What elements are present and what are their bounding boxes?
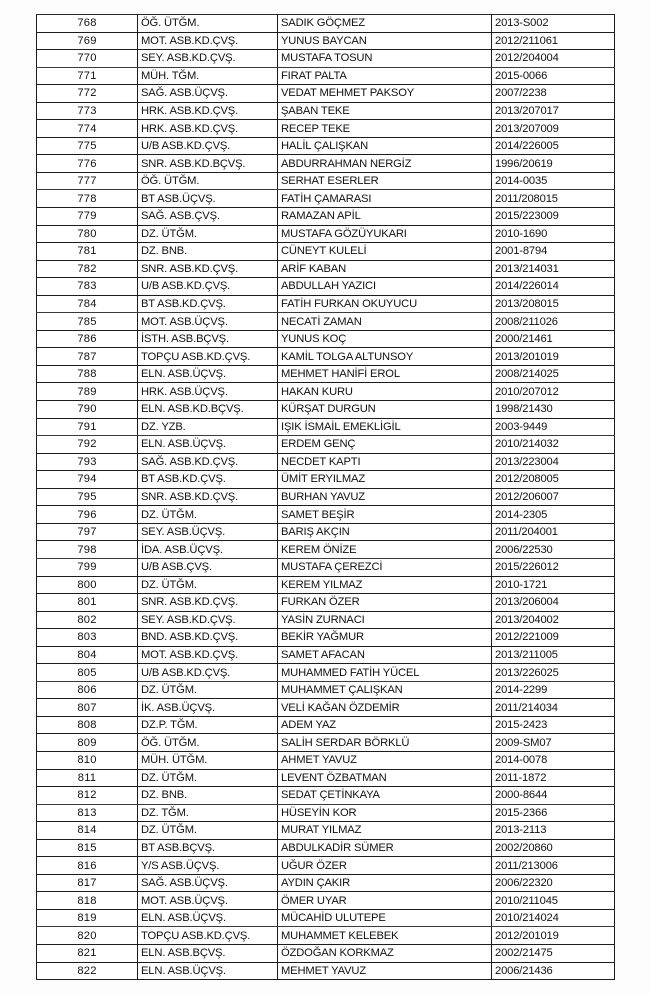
table-row (37, 839, 615, 857)
table-row (37, 295, 615, 313)
cell-name: NECDET KAPTI (278, 453, 492, 471)
cell-no: 768 (37, 15, 138, 33)
cell-reg: 2011/208015 (492, 190, 615, 208)
cell-name: ERDEM GENÇ (278, 436, 492, 454)
cell-reg: 2013/211005 (492, 646, 615, 664)
cell-rank: DZ. ÜTĞM. (138, 822, 278, 840)
cell-no: 791 (37, 418, 138, 436)
cell-name: SEDAT ÇETİNKAYA (278, 787, 492, 805)
personnel-table-container (36, 14, 614, 980)
cell-name: KEREM YILMAZ (278, 576, 492, 594)
table-row (37, 436, 615, 454)
cell-no: 810 (37, 751, 138, 769)
cell-rank: İSTH. ASB.BÇVŞ. (138, 330, 278, 348)
cell-reg: 2013/204002 (492, 611, 615, 629)
table-row (37, 734, 615, 752)
cell-reg: 2014/226014 (492, 278, 615, 296)
table-row (37, 330, 615, 348)
table-row (37, 365, 615, 383)
table-row (37, 208, 615, 226)
cell-reg: 2012/221009 (492, 629, 615, 647)
cell-name: MÜCAHİD ULUTEPE (278, 909, 492, 927)
cell-name: ÖZDOĞAN KORKMAZ (278, 944, 492, 962)
cell-reg: 2015-2423 (492, 716, 615, 734)
cell-rank: ELN. ASB.ÜÇVŞ. (138, 365, 278, 383)
cell-reg: 2014-0035 (492, 172, 615, 190)
cell-no: 801 (37, 594, 138, 612)
table-row (37, 120, 615, 138)
cell-rank: Y/S ASB.ÜÇVŞ. (138, 857, 278, 875)
cell-no: 812 (37, 787, 138, 805)
cell-name: LEVENT ÖZBATMAN (278, 769, 492, 787)
cell-reg: 2013/208015 (492, 295, 615, 313)
cell-reg: 2015/223009 (492, 208, 615, 226)
cell-name: HÜSEYİN KOR (278, 804, 492, 822)
cell-rank: BT ASB.KD.ÇVŞ. (138, 471, 278, 489)
table-row (37, 681, 615, 699)
cell-reg: 2013/214031 (492, 260, 615, 278)
cell-name: BURHAN YAVUZ (278, 488, 492, 506)
cell-name: AYDIN ÇAKIR (278, 874, 492, 892)
table-row (37, 962, 615, 980)
cell-name: KEREM ÖNİZE (278, 541, 492, 559)
cell-rank: İDA. ASB.ÜÇVŞ. (138, 541, 278, 559)
cell-rank: ELN. ASB.ÜÇVŞ. (138, 909, 278, 927)
cell-reg: 2010-1721 (492, 576, 615, 594)
cell-rank: SEY. ASB.KD.ÇVŞ. (138, 611, 278, 629)
cell-no: 784 (37, 295, 138, 313)
cell-reg: 2015-0066 (492, 67, 615, 85)
cell-name: ABDULKADİR SÜMER (278, 839, 492, 857)
cell-rank: DZ. BNB. (138, 787, 278, 805)
cell-name: SALİH SERDAR BÖRKLÜ (278, 734, 492, 752)
cell-name: VELİ KAĞAN ÖZDEMİR (278, 699, 492, 717)
cell-rank: DZ. ÜTĞM. (138, 506, 278, 524)
table-row (37, 471, 615, 489)
cell-name: HAKAN KURU (278, 383, 492, 401)
cell-rank: SNR. ASB.KD.ÇVŞ. (138, 488, 278, 506)
cell-no: 777 (37, 172, 138, 190)
cell-name: CÜNEYT KULELİ (278, 243, 492, 261)
table-row (37, 225, 615, 243)
table-row (37, 716, 615, 734)
cell-rank: ÖĞ. ÜTĞM. (138, 172, 278, 190)
cell-no: 796 (37, 506, 138, 524)
table-row (37, 506, 615, 524)
cell-no: 785 (37, 313, 138, 331)
cell-name: MEHMET HANİFİ EROL (278, 365, 492, 383)
cell-name: FIRAT PALTA (278, 67, 492, 85)
cell-reg: 2013/201019 (492, 348, 615, 366)
table-row (37, 611, 615, 629)
cell-no: 817 (37, 874, 138, 892)
personnel-table-body (37, 15, 615, 980)
cell-reg: 2009-SM07 (492, 734, 615, 752)
cell-rank: SAĞ. ASB.ÇVŞ. (138, 208, 278, 226)
cell-no: 804 (37, 646, 138, 664)
table-row (37, 927, 615, 945)
personnel-table (36, 14, 615, 980)
cell-rank: ÖĞ. ÜTĞM. (138, 15, 278, 33)
cell-reg: 2007/2238 (492, 85, 615, 103)
cell-no: 811 (37, 769, 138, 787)
cell-reg: 2012/211061 (492, 32, 615, 50)
cell-reg: 2013/223004 (492, 453, 615, 471)
cell-reg: 2012/206007 (492, 488, 615, 506)
table-row (37, 137, 615, 155)
cell-rank: SNR. ASB.KD.BÇVŞ. (138, 155, 278, 173)
cell-no: 803 (37, 629, 138, 647)
cell-name: MUHAMMET ÇALIŞKAN (278, 681, 492, 699)
cell-rank: ELN. ASB.ÜÇVŞ. (138, 962, 278, 980)
cell-name: MEHMET YAVUZ (278, 962, 492, 980)
cell-no: 786 (37, 330, 138, 348)
table-row (37, 243, 615, 261)
cell-no: 793 (37, 453, 138, 471)
table-row (37, 190, 615, 208)
cell-rank: MÜH. ÜTĞM. (138, 751, 278, 769)
cell-name: ŞABAN TEKE (278, 102, 492, 120)
table-row (37, 594, 615, 612)
cell-name: AHMET YAVUZ (278, 751, 492, 769)
table-row (37, 558, 615, 576)
cell-name: NECATİ ZAMAN (278, 313, 492, 331)
cell-rank: SAĞ. ASB.KD.ÇVŞ. (138, 453, 278, 471)
cell-no: 815 (37, 839, 138, 857)
cell-rank: DZ. TĞM. (138, 804, 278, 822)
cell-reg: 2011/204001 (492, 523, 615, 541)
cell-reg: 2006/22320 (492, 874, 615, 892)
cell-name: RECEP TEKE (278, 120, 492, 138)
cell-rank: TOPÇU ASB.KD.ÇVŞ. (138, 348, 278, 366)
cell-rank: U/B ASB.ÇVŞ. (138, 558, 278, 576)
cell-reg: 2013-2113 (492, 822, 615, 840)
table-row (37, 787, 615, 805)
table-row (37, 909, 615, 927)
cell-reg: 2010/214032 (492, 436, 615, 454)
cell-reg: 2000-8644 (492, 787, 615, 805)
cell-reg: 2012/201019 (492, 927, 615, 945)
cell-reg: 2013-S002 (492, 15, 615, 33)
cell-reg: 2013/207009 (492, 120, 615, 138)
cell-no: 776 (37, 155, 138, 173)
cell-reg: 2015/226012 (492, 558, 615, 576)
cell-no: 813 (37, 804, 138, 822)
cell-name: KÜRŞAT DURGUN (278, 401, 492, 419)
cell-no: 783 (37, 278, 138, 296)
cell-rank: ELN. ASB.ÜÇVŞ. (138, 436, 278, 454)
table-row (37, 172, 615, 190)
table-row (37, 664, 615, 682)
cell-rank: U/B ASB.KD.ÇVŞ. (138, 278, 278, 296)
cell-reg: 2002/20860 (492, 839, 615, 857)
cell-rank: MOT. ASB.KD.ÇVŞ. (138, 32, 278, 50)
cell-rank: HRK. ASB.ÜÇVŞ. (138, 383, 278, 401)
cell-reg: 2014-2299 (492, 681, 615, 699)
cell-name: RAMAZAN APİL (278, 208, 492, 226)
cell-name: VEDAT MEHMET PAKSOY (278, 85, 492, 103)
cell-reg: 2010/214024 (492, 909, 615, 927)
cell-reg: 2011/213006 (492, 857, 615, 875)
cell-rank: TOPÇU ASB.KD.ÇVŞ. (138, 927, 278, 945)
table-row (37, 32, 615, 50)
cell-reg: 2013/206004 (492, 594, 615, 612)
cell-rank: DZ. ÜTĞM. (138, 769, 278, 787)
cell-no: 769 (37, 32, 138, 50)
table-row (37, 453, 615, 471)
cell-no: 795 (37, 488, 138, 506)
cell-name: MUHAMMET KELEBEK (278, 927, 492, 945)
cell-name: BARIŞ AKÇIN (278, 523, 492, 541)
cell-no: 779 (37, 208, 138, 226)
table-row (37, 155, 615, 173)
cell-reg: 2002/21475 (492, 944, 615, 962)
cell-no: 774 (37, 120, 138, 138)
cell-rank: ELN. ASB.KD.BÇVŞ. (138, 401, 278, 419)
cell-no: 799 (37, 558, 138, 576)
table-row (37, 488, 615, 506)
table-row (37, 874, 615, 892)
cell-no: 821 (37, 944, 138, 962)
table-row (37, 15, 615, 33)
table-row (37, 523, 615, 541)
table-row (37, 804, 615, 822)
cell-no: 770 (37, 50, 138, 68)
cell-rank: BT ASB.KD.ÇVŞ. (138, 295, 278, 313)
cell-rank: DZ. ÜTĞM. (138, 225, 278, 243)
table-row (37, 646, 615, 664)
cell-no: 788 (37, 365, 138, 383)
cell-no: 820 (37, 927, 138, 945)
cell-name: ABDURRAHMAN NERGİZ (278, 155, 492, 173)
cell-name: YUNUS KOÇ (278, 330, 492, 348)
cell-rank: MOT. ASB.ÜÇVŞ. (138, 892, 278, 910)
cell-reg: 2010-1690 (492, 225, 615, 243)
cell-reg: 2008/214025 (492, 365, 615, 383)
cell-no: 808 (37, 716, 138, 734)
cell-name: FATİH FURKAN OKUYUCU (278, 295, 492, 313)
cell-rank: SAĞ. ASB.ÜÇVŞ. (138, 874, 278, 892)
cell-rank: HRK. ASB.KD.ÇVŞ. (138, 120, 278, 138)
cell-name: IŞIK İSMAİL EMEKLİGİL (278, 418, 492, 436)
cell-no: 794 (37, 471, 138, 489)
cell-no: 787 (37, 348, 138, 366)
table-row (37, 751, 615, 769)
cell-reg: 2000/21461 (492, 330, 615, 348)
cell-rank: BND. ASB.KD.ÇVŞ. (138, 629, 278, 647)
cell-name: FURKAN ÖZER (278, 594, 492, 612)
table-row (37, 418, 615, 436)
cell-reg: 2006/21436 (492, 962, 615, 980)
cell-rank: DZ.P. TĞM. (138, 716, 278, 734)
cell-reg: 2001-8794 (492, 243, 615, 261)
cell-name: SAMET BEŞİR (278, 506, 492, 524)
cell-no: 822 (37, 962, 138, 980)
cell-name: ÖMER UYAR (278, 892, 492, 910)
table-row (37, 857, 615, 875)
cell-name: MURAT YILMAZ (278, 822, 492, 840)
cell-name: SERHAT ESERLER (278, 172, 492, 190)
table-row (37, 576, 615, 594)
cell-reg: 2014-0078 (492, 751, 615, 769)
table-row (37, 383, 615, 401)
cell-no: 818 (37, 892, 138, 910)
cell-no: 819 (37, 909, 138, 927)
cell-no: 809 (37, 734, 138, 752)
cell-rank: DZ. YZB. (138, 418, 278, 436)
cell-rank: DZ. ÜTĞM. (138, 681, 278, 699)
cell-name: MUHAMMED FATİH YÜCEL (278, 664, 492, 682)
cell-no: 771 (37, 67, 138, 85)
table-row (37, 401, 615, 419)
cell-no: 782 (37, 260, 138, 278)
cell-rank: HRK. ASB.KD.ÇVŞ. (138, 102, 278, 120)
cell-reg: 2008/211026 (492, 313, 615, 331)
cell-reg: 2013/207017 (492, 102, 615, 120)
cell-name: KAMİL TOLGA ALTUNSOY (278, 348, 492, 366)
cell-no: 797 (37, 523, 138, 541)
cell-reg: 2014/226005 (492, 137, 615, 155)
cell-no: 814 (37, 822, 138, 840)
table-row (37, 699, 615, 717)
cell-name: MUSTAFA ÇEREZCİ (278, 558, 492, 576)
cell-name: MUSTAFA TOSUN (278, 50, 492, 68)
cell-name: SADIK GÖÇMEZ (278, 15, 492, 33)
cell-rank: MOT. ASB.KD.ÇVŞ. (138, 646, 278, 664)
cell-reg: 2015-2366 (492, 804, 615, 822)
cell-rank: DZ. BNB. (138, 243, 278, 261)
cell-reg: 2014-2305 (492, 506, 615, 524)
table-row (37, 541, 615, 559)
cell-no: 800 (37, 576, 138, 594)
cell-reg: 2011/214034 (492, 699, 615, 717)
table-row (37, 278, 615, 296)
cell-rank: İK. ASB.ÜÇVŞ. (138, 699, 278, 717)
cell-reg: 1996/20619 (492, 155, 615, 173)
cell-reg: 1998/21430 (492, 401, 615, 419)
cell-reg: 2011-1872 (492, 769, 615, 787)
cell-no: 807 (37, 699, 138, 717)
cell-reg: 2010/207012 (492, 383, 615, 401)
cell-rank: U/B ASB.KD.ÇVŞ. (138, 137, 278, 155)
cell-rank: ELN. ASB.BÇVŞ. (138, 944, 278, 962)
cell-name: ARİF KABAN (278, 260, 492, 278)
cell-name: ADEM YAZ (278, 716, 492, 734)
cell-rank: MÜH. TĞM. (138, 67, 278, 85)
cell-rank: BT ASB.ÜÇVŞ. (138, 190, 278, 208)
cell-name: HALİL ÇALIŞKAN (278, 137, 492, 155)
cell-no: 773 (37, 102, 138, 120)
table-row (37, 944, 615, 962)
cell-reg: 2012/208005 (492, 471, 615, 489)
cell-rank: SNR. ASB.KD.ÇVŞ. (138, 594, 278, 612)
cell-reg: 2013/226025 (492, 664, 615, 682)
table-row (37, 50, 615, 68)
cell-name: ÜMİT ERYILMAZ (278, 471, 492, 489)
cell-reg: 2012/204004 (492, 50, 615, 68)
table-row (37, 313, 615, 331)
cell-rank: BT ASB.BÇVŞ. (138, 839, 278, 857)
cell-no: 802 (37, 611, 138, 629)
cell-rank: DZ. ÜTĞM. (138, 576, 278, 594)
table-row (37, 769, 615, 787)
cell-no: 816 (37, 857, 138, 875)
table-row (37, 822, 615, 840)
cell-name: ABDULLAH YAZICI (278, 278, 492, 296)
cell-rank: ÖĞ. ÜTĞM. (138, 734, 278, 752)
table-row (37, 629, 615, 647)
cell-reg: 2006/22530 (492, 541, 615, 559)
cell-rank: SEY. ASB.ÜÇVŞ. (138, 523, 278, 541)
cell-no: 789 (37, 383, 138, 401)
table-row (37, 892, 615, 910)
cell-reg: 2010/211045 (492, 892, 615, 910)
cell-no: 805 (37, 664, 138, 682)
table-row (37, 348, 615, 366)
cell-name: YUNUS BAYCAN (278, 32, 492, 50)
cell-no: 806 (37, 681, 138, 699)
cell-name: FATİH ÇAMARASI (278, 190, 492, 208)
cell-no: 772 (37, 85, 138, 103)
cell-no: 780 (37, 225, 138, 243)
cell-no: 781 (37, 243, 138, 261)
cell-reg: 2003-9449 (492, 418, 615, 436)
cell-no: 798 (37, 541, 138, 559)
cell-rank: U/B ASB.KD.ÇVŞ. (138, 664, 278, 682)
cell-rank: SEY. ASB.KD.ÇVŞ. (138, 50, 278, 68)
cell-no: 778 (37, 190, 138, 208)
cell-rank: SAĞ. ASB.ÜÇVŞ. (138, 85, 278, 103)
cell-name: SAMET AFACAN (278, 646, 492, 664)
cell-no: 792 (37, 436, 138, 454)
cell-rank: SNR. ASB.KD.ÇVŞ. (138, 260, 278, 278)
table-row (37, 85, 615, 103)
cell-name: MUSTAFA GÖZÜYUKARI (278, 225, 492, 243)
cell-no: 775 (37, 137, 138, 155)
cell-name: BEKİR YAĞMUR (278, 629, 492, 647)
cell-name: UĞUR ÖZER (278, 857, 492, 875)
table-row (37, 260, 615, 278)
table-row (37, 67, 615, 85)
table-row (37, 102, 615, 120)
cell-rank: MOT. ASB.ÜÇVŞ. (138, 313, 278, 331)
cell-no: 790 (37, 401, 138, 419)
cell-name: YASİN ZURNACI (278, 611, 492, 629)
